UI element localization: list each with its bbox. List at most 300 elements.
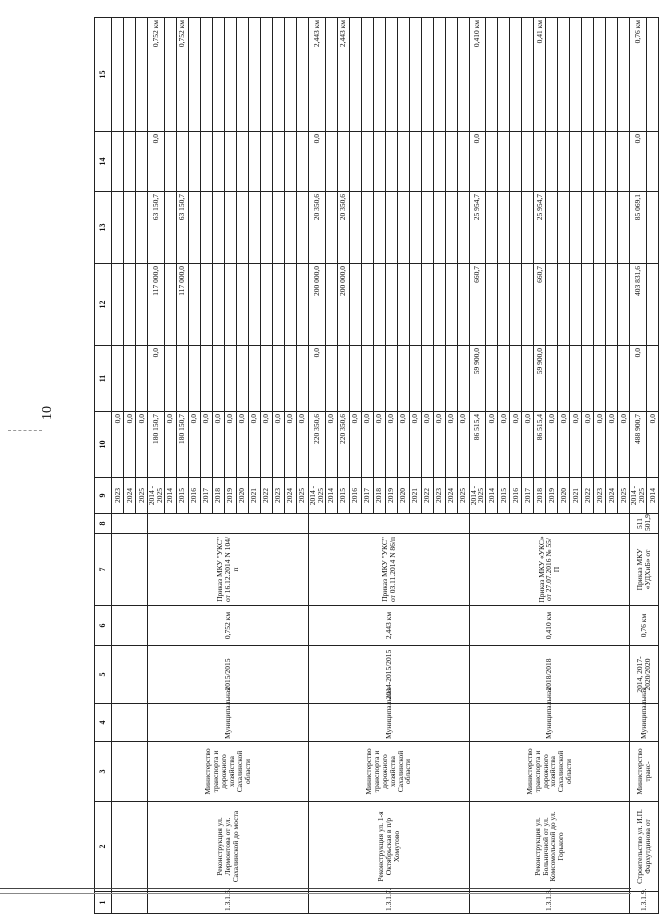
federal-budget-cell xyxy=(361,346,373,412)
local-budget-cell xyxy=(522,192,534,264)
total-cost-cell: 0,0 xyxy=(558,412,570,478)
federal-budget-cell xyxy=(188,346,200,412)
other-sources-cell xyxy=(325,132,337,192)
local-budget-cell: 20 350,6 xyxy=(337,192,349,264)
federal-budget-cell xyxy=(486,346,498,412)
year-cell: 2018 xyxy=(212,478,224,514)
local-budget-cell xyxy=(361,192,373,264)
total-cost-cell: 0,0 xyxy=(349,412,361,478)
total-cost-cell: 0,0 xyxy=(296,412,308,478)
construction-period: 2018/2018 xyxy=(469,646,630,704)
local-budget-cell xyxy=(260,192,272,264)
local-budget-cell: 85 069,1 xyxy=(630,192,647,264)
commissioning-cell xyxy=(606,18,618,132)
local-budget-cell xyxy=(433,192,445,264)
total-cost-cell: 86 515,4 xyxy=(469,412,486,478)
local-budget-cell xyxy=(498,192,510,264)
total-cost-cell: 0,0 xyxy=(325,412,337,478)
column-number-13: 13 xyxy=(95,192,112,264)
local-budget-cell xyxy=(325,192,337,264)
federal-budget-cell xyxy=(176,346,188,412)
commissioning-cell xyxy=(248,18,260,132)
local-budget-cell xyxy=(570,192,582,264)
federal-budget-cell xyxy=(647,346,659,412)
total-cost-cell: 0,0 xyxy=(498,412,510,478)
commissioning-cell: 0,410 км xyxy=(469,18,486,132)
regional-budget-cell xyxy=(325,264,337,346)
object-name: Реконструкция ул. Лермонтова от ул. Сахалинской до моста xyxy=(148,802,309,892)
other-sources-cell xyxy=(349,132,361,192)
year-cell: 2023 xyxy=(272,478,284,514)
regional-budget-cell xyxy=(212,264,224,346)
year-cell: 2015 xyxy=(337,478,349,514)
local-budget-cell xyxy=(200,192,212,264)
regional-budget-cell xyxy=(409,264,421,346)
empty-cell-15 xyxy=(136,18,148,132)
federal-budget-cell xyxy=(570,346,582,412)
federal-budget-cell xyxy=(200,346,212,412)
year-cell: 2016 xyxy=(510,478,522,514)
commissioning-cell xyxy=(486,18,498,132)
column-number-2: 2 xyxy=(95,802,112,892)
other-sources-cell xyxy=(164,132,176,192)
total-cost-cell: 0,0 xyxy=(361,412,373,478)
item-number: 1.3.1.7. xyxy=(308,892,469,914)
local-budget-cell xyxy=(236,192,248,264)
local-budget-cell xyxy=(397,192,409,264)
regional-budget-cell xyxy=(385,264,397,346)
year-cell: 2023 xyxy=(433,478,445,514)
regional-budget-cell xyxy=(272,264,284,346)
year-cell: 2021 xyxy=(409,478,421,514)
federal-budget-cell xyxy=(445,346,457,412)
commissioning-cell xyxy=(397,18,409,132)
design-document: Приказ МКУ "УКС" от 03.11.2014 N 86/п xyxy=(308,534,469,606)
commissioning-cell xyxy=(260,18,272,132)
local-budget-cell xyxy=(212,192,224,264)
regional-budget-cell xyxy=(248,264,260,346)
other-sources-cell xyxy=(457,132,469,192)
total-cost-cell: 0,0 xyxy=(212,412,224,478)
other-sources-cell xyxy=(606,132,618,192)
other-sources-cell xyxy=(224,132,236,192)
total-cost-cell: 0,0 xyxy=(112,412,124,478)
commissioning-cell xyxy=(361,18,373,132)
estimated-cost xyxy=(148,514,309,534)
ownership-form: Муниципальная xyxy=(148,704,309,742)
empty-cell-15 xyxy=(112,18,124,132)
regional-budget-cell xyxy=(296,264,308,346)
commissioning-cell xyxy=(510,18,522,132)
other-sources-cell xyxy=(546,132,558,192)
year-cell: 2021 xyxy=(248,478,260,514)
other-sources-cell xyxy=(361,132,373,192)
continuation-cell-7 xyxy=(112,534,148,606)
local-budget-cell xyxy=(445,192,457,264)
other-sources-cell xyxy=(272,132,284,192)
column-number-9: 9 xyxy=(95,478,112,514)
commissioning-cell xyxy=(618,18,630,132)
commissioning-cell xyxy=(498,18,510,132)
local-budget-cell xyxy=(373,192,385,264)
margin-dash xyxy=(8,430,42,431)
commissioning-cell xyxy=(385,18,397,132)
year-cell: 2022 xyxy=(582,478,594,514)
empty-cell-13 xyxy=(112,192,124,264)
regional-budget-cell xyxy=(200,264,212,346)
federal-budget-cell xyxy=(433,346,445,412)
commissioning-cell xyxy=(164,18,176,132)
regional-budget-cell: 660,7 xyxy=(469,264,486,346)
regional-budget-cell xyxy=(582,264,594,346)
other-sources-cell xyxy=(433,132,445,192)
federal-budget-cell xyxy=(385,346,397,412)
federal-budget-cell: 0,0 xyxy=(308,346,325,412)
total-cost-cell: 0,0 xyxy=(188,412,200,478)
total-cost-cell: 0,0 xyxy=(582,412,594,478)
total-cost-cell: 0,0 xyxy=(248,412,260,478)
other-sources-cell xyxy=(618,132,630,192)
regional-budget-cell xyxy=(558,264,570,346)
total-cost-cell: 0,0 xyxy=(260,412,272,478)
year-cell: 2014 - 2025 xyxy=(469,478,486,514)
federal-budget-cell xyxy=(618,346,630,412)
federal-budget-cell xyxy=(409,346,421,412)
commissioning-cell: 2,443 км xyxy=(308,18,325,132)
empty-cell-15 xyxy=(124,18,136,132)
total-cost-cell: 180 150,7 xyxy=(148,412,165,478)
federal-budget-cell xyxy=(546,346,558,412)
local-budget-cell: 20 350,6 xyxy=(308,192,325,264)
empty-cell-11 xyxy=(136,346,148,412)
commissioning-cell xyxy=(594,18,606,132)
regional-budget-cell xyxy=(445,264,457,346)
total-cost-cell: 0,0 xyxy=(594,412,606,478)
capacity: 0,410 км xyxy=(469,606,630,646)
federal-budget-cell: 59 900,0 xyxy=(469,346,486,412)
year-cell: 2020 xyxy=(558,478,570,514)
empty-cell-14 xyxy=(136,132,148,192)
column-number-14: 14 xyxy=(95,132,112,192)
federal-budget-cell xyxy=(510,346,522,412)
commissioning-cell: 2,443 км xyxy=(337,18,349,132)
total-cost-cell: 0,0 xyxy=(236,412,248,478)
commissioning-cell xyxy=(373,18,385,132)
column-number-row xyxy=(95,18,112,914)
year-cell: 2018 xyxy=(373,478,385,514)
local-budget-cell xyxy=(188,192,200,264)
continuation-cell-4 xyxy=(112,704,148,742)
regional-budget-cell xyxy=(421,264,433,346)
year-cell: 2024 xyxy=(124,478,136,514)
year-cell: 2014 - 2025 xyxy=(148,478,165,514)
total-cost-cell: 0,0 xyxy=(522,412,534,478)
other-sources-cell xyxy=(594,132,606,192)
commissioning-cell xyxy=(546,18,558,132)
capacity: 0,752 км xyxy=(148,606,309,646)
federal-budget-cell xyxy=(325,346,337,412)
ownership-form: Муниципальная xyxy=(630,704,659,742)
year-cell: 2017 xyxy=(200,478,212,514)
total-cost-cell: 0,0 xyxy=(385,412,397,478)
local-budget-cell xyxy=(284,192,296,264)
total-cost-cell: 0,0 xyxy=(445,412,457,478)
other-sources-cell: 0,0 xyxy=(148,132,165,192)
other-sources-cell xyxy=(296,132,308,192)
federal-budget-cell xyxy=(236,346,248,412)
total-cost-cell: 0,0 xyxy=(546,412,558,478)
regional-budget-cell: 117 000,0 xyxy=(148,264,165,346)
total-cost-cell: 0,0 xyxy=(510,412,522,478)
year-cell: 2020 xyxy=(236,478,248,514)
commissioning-cell xyxy=(409,18,421,132)
year-cell: 2019 xyxy=(385,478,397,514)
commissioning-cell xyxy=(284,18,296,132)
construction-period: 2015/2015 xyxy=(148,646,309,704)
federal-budget-cell xyxy=(582,346,594,412)
regional-budget-cell xyxy=(498,264,510,346)
regional-budget-cell xyxy=(164,264,176,346)
empty-cell-13 xyxy=(136,192,148,264)
commissioning-cell: 0,76 км xyxy=(630,18,647,132)
other-sources-cell: 0,0 xyxy=(469,132,486,192)
year-cell: 2024 xyxy=(606,478,618,514)
customer-name: Министерство транспорта и дорожного хозяйства Сахалинской области xyxy=(308,742,469,802)
other-sources-cell xyxy=(570,132,582,192)
other-sources-cell xyxy=(284,132,296,192)
commissioning-cell xyxy=(433,18,445,132)
federal-budget-cell xyxy=(260,346,272,412)
column-number-3: 3 xyxy=(95,742,112,802)
local-budget-cell xyxy=(164,192,176,264)
estimated-cost xyxy=(308,514,469,534)
total-cost-cell: 0,0 xyxy=(457,412,469,478)
commissioning-cell: 0,752 км xyxy=(148,18,165,132)
local-budget-cell xyxy=(421,192,433,264)
continuation-cell-8 xyxy=(112,514,148,534)
total-cost-cell: 0,0 xyxy=(200,412,212,478)
construction-period: 2014, 2017-2020/2020 xyxy=(630,646,659,704)
other-sources-cell xyxy=(212,132,224,192)
regional-budget-cell xyxy=(647,264,659,346)
record-total-row xyxy=(148,18,165,914)
construction-period: 2014-2015/2015 xyxy=(308,646,469,704)
federal-budget-cell xyxy=(606,346,618,412)
other-sources-cell xyxy=(647,132,659,192)
commissioning-cell xyxy=(445,18,457,132)
federal-budget-cell xyxy=(373,346,385,412)
continuation-cell-3 xyxy=(112,742,148,802)
regional-budget-cell xyxy=(546,264,558,346)
year-cell: 2025 xyxy=(618,478,630,514)
regional-budget-cell: 117 000,0 xyxy=(176,264,188,346)
regional-budget-cell xyxy=(236,264,248,346)
year-cell: 2016 xyxy=(188,478,200,514)
empty-cell-12 xyxy=(124,264,136,346)
estimated-cost xyxy=(469,514,630,534)
year-cell: 2019 xyxy=(546,478,558,514)
local-budget-cell xyxy=(582,192,594,264)
regional-budget-cell xyxy=(224,264,236,346)
year-cell: 2025 xyxy=(136,478,148,514)
record-total-row xyxy=(630,18,647,914)
commissioning-cell xyxy=(272,18,284,132)
commissioning-cell xyxy=(457,18,469,132)
local-budget-cell xyxy=(486,192,498,264)
customer-name: Министерство транспорта и дорожного хозяйства Сахалинской области xyxy=(469,742,630,802)
total-cost-cell: 0,0 xyxy=(486,412,498,478)
commissioning-cell xyxy=(558,18,570,132)
commissioning-cell xyxy=(647,18,659,132)
other-sources-cell xyxy=(373,132,385,192)
year-cell: 2021 xyxy=(570,478,582,514)
federal-budget-cell xyxy=(212,346,224,412)
year-cell: 2015 xyxy=(176,478,188,514)
total-cost-cell: 0,0 xyxy=(164,412,176,478)
local-budget-cell xyxy=(618,192,630,264)
ownership-form: Муниципальная xyxy=(308,704,469,742)
year-cell: 2014 xyxy=(486,478,498,514)
other-sources-cell xyxy=(200,132,212,192)
column-number-7: 7 xyxy=(95,534,112,606)
local-budget-cell: 63 150,7 xyxy=(176,192,188,264)
column-number-5: 5 xyxy=(95,646,112,704)
empty-cell-11 xyxy=(124,346,136,412)
regional-budget-cell: 660,7 xyxy=(534,264,546,346)
other-sources-cell xyxy=(236,132,248,192)
local-budget-cell xyxy=(272,192,284,264)
local-budget-cell xyxy=(349,192,361,264)
commissioning-cell xyxy=(188,18,200,132)
regional-budget-cell xyxy=(618,264,630,346)
commissioning-cell xyxy=(582,18,594,132)
regional-budget-cell: 200 000,0 xyxy=(308,264,325,346)
total-cost-cell: 0,0 xyxy=(373,412,385,478)
item-number: 1.3.1.6. xyxy=(148,892,309,914)
local-budget-cell: 63 150,7 xyxy=(148,192,165,264)
other-sources-cell xyxy=(498,132,510,192)
continuation-cell-5 xyxy=(112,646,148,704)
other-sources-cell xyxy=(510,132,522,192)
commissioning-cell xyxy=(236,18,248,132)
local-budget-cell xyxy=(457,192,469,264)
federal-budget-cell: 0,0 xyxy=(148,346,165,412)
other-sources-cell xyxy=(558,132,570,192)
regional-budget-cell xyxy=(570,264,582,346)
item-number: 1.3.1.9. xyxy=(630,892,659,914)
federal-budget-cell xyxy=(296,346,308,412)
column-number-15: 15 xyxy=(95,18,112,132)
federal-budget-cell xyxy=(457,346,469,412)
total-cost-cell: 488 900,7 xyxy=(630,412,647,478)
other-sources-cell xyxy=(445,132,457,192)
regional-budget-cell xyxy=(606,264,618,346)
local-budget-cell xyxy=(647,192,659,264)
bottom-rule-thin xyxy=(0,893,631,894)
page-number: 10 xyxy=(40,406,55,420)
capacity: 2,443 км xyxy=(308,606,469,646)
empty-cell-14 xyxy=(112,132,124,192)
year-cell: 2023 xyxy=(112,478,124,514)
total-cost-cell: 0,0 xyxy=(224,412,236,478)
federal-budget-cell xyxy=(248,346,260,412)
commissioning-cell xyxy=(296,18,308,132)
empty-cell-14 xyxy=(124,132,136,192)
total-cost-cell: 0,0 xyxy=(647,412,659,478)
federal-budget-cell xyxy=(397,346,409,412)
federal-budget-cell xyxy=(349,346,361,412)
commissioning-cell xyxy=(325,18,337,132)
bottom-rule xyxy=(0,888,631,889)
year-cell: 2014 xyxy=(647,478,659,514)
total-cost-cell: 0,0 xyxy=(618,412,630,478)
year-cell: 2017 xyxy=(522,478,534,514)
program-table xyxy=(94,17,659,914)
column-number-10: 10 xyxy=(95,412,112,478)
year-cell: 2017 xyxy=(361,478,373,514)
other-sources-cell: 0,0 xyxy=(308,132,325,192)
object-name: Строительство ул. И.П. Фархутдинова от xyxy=(630,802,659,892)
continuation-row xyxy=(112,18,124,914)
local-budget-cell xyxy=(385,192,397,264)
other-sources-cell xyxy=(337,132,349,192)
object-name: Реконструкция ул. 1-я Октябрьская в п/р Хомутово xyxy=(308,802,469,892)
year-cell: 2025 xyxy=(457,478,469,514)
column-number-12: 12 xyxy=(95,264,112,346)
other-sources-cell xyxy=(385,132,397,192)
other-sources-cell xyxy=(397,132,409,192)
year-cell: 2018 xyxy=(534,478,546,514)
local-budget-cell xyxy=(296,192,308,264)
commissioning-cell xyxy=(522,18,534,132)
total-cost-cell: 180 150,7 xyxy=(176,412,188,478)
total-cost-cell: 0,0 xyxy=(570,412,582,478)
design-document: Приказ МКУ "УКС" от 16.12.2014 N 104/п xyxy=(148,534,309,606)
commissioning-cell xyxy=(349,18,361,132)
total-cost-cell: 0,0 xyxy=(421,412,433,478)
design-document: Приказ МКУ «УДХиБ» от xyxy=(630,534,659,606)
federal-budget-cell xyxy=(522,346,534,412)
total-cost-cell: 86 515,4 xyxy=(534,412,546,478)
federal-budget-cell xyxy=(272,346,284,412)
year-cell: 2025 xyxy=(296,478,308,514)
commissioning-cell xyxy=(421,18,433,132)
other-sources-cell xyxy=(248,132,260,192)
column-number-11: 11 xyxy=(95,346,112,412)
regional-budget-cell xyxy=(457,264,469,346)
local-budget-cell xyxy=(224,192,236,264)
year-cell: 2014 - 2025 xyxy=(630,478,647,514)
year-cell: 2022 xyxy=(260,478,272,514)
commissioning-cell: 0,752 км xyxy=(176,18,188,132)
commissioning-cell xyxy=(200,18,212,132)
capacity: 0,76 км xyxy=(630,606,659,646)
year-cell: 2023 xyxy=(594,478,606,514)
year-cell: 2022 xyxy=(421,478,433,514)
regional-budget-cell xyxy=(284,264,296,346)
regional-budget-cell xyxy=(260,264,272,346)
local-budget-cell: 25 954,7 xyxy=(534,192,546,264)
year-cell: 2014 xyxy=(325,478,337,514)
federal-budget-cell: 59 900,0 xyxy=(534,346,546,412)
regional-budget-cell xyxy=(433,264,445,346)
other-sources-cell xyxy=(582,132,594,192)
local-budget-cell xyxy=(409,192,421,264)
other-sources-cell xyxy=(176,132,188,192)
other-sources-cell xyxy=(486,132,498,192)
total-cost-cell: 0,0 xyxy=(606,412,618,478)
year-cell: 2024 xyxy=(445,478,457,514)
